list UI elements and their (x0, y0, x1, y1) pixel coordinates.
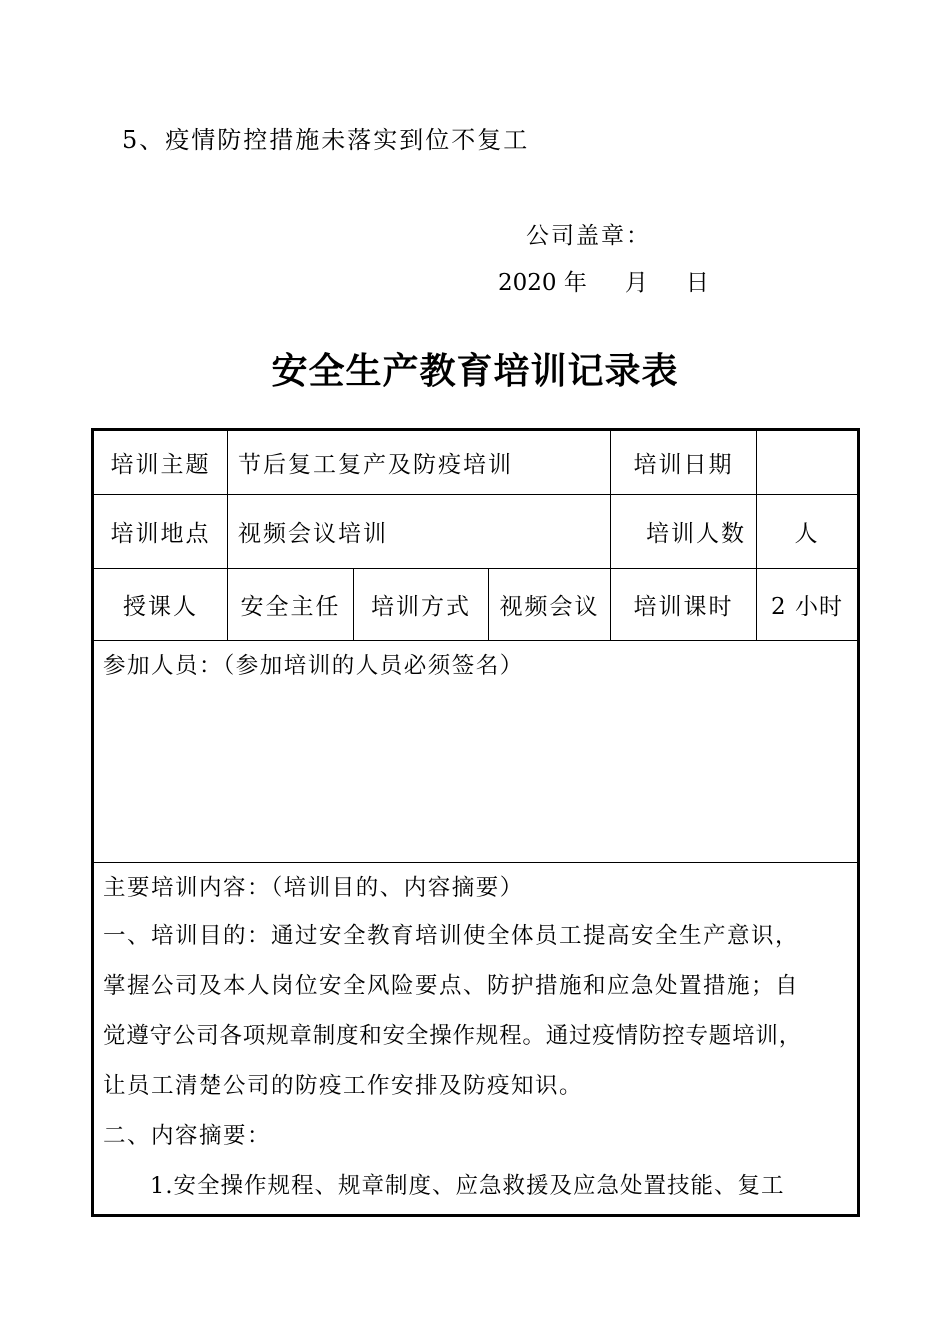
date-day: 日 (685, 270, 709, 296)
page-title: 安全生产教育培训记录表 (271, 351, 679, 392)
class-hours-value: 2 小时 (771, 594, 843, 620)
location-value: 视频会议培训 (238, 521, 388, 547)
location-label: 培训地点 (110, 521, 211, 547)
date-line (498, 264, 709, 297)
content-line: 觉遵守公司各项规章制度和安全操作规程。通过疫情防控专题培训， (103, 1023, 803, 1049)
content-line: 1.安全操作规程、规章制度、应急救援及应急处置技能、复工 (150, 1173, 785, 1199)
method-label: 培训方式 (371, 594, 471, 620)
content-line: 掌握公司及本人岗位安全风险要点、防护措施和应急处置措施；自 (103, 973, 800, 999)
content-header: 主要培训内容：（培训目的、内容摘要） (103, 875, 524, 901)
teacher-label: 授课人 (123, 594, 198, 620)
company-seal-label: 公司盖章： (526, 223, 651, 249)
participants-label: 参加人员：（参加培训的人员必须签名） (103, 653, 524, 679)
content-line: 一、培训目的：通过安全教育培训使全体员工提高安全生产意识， (103, 923, 800, 949)
method-value: 视频会议 (499, 594, 600, 620)
content-line: 让员工清楚公司的防疫工作安排及防疫知识。 (103, 1073, 584, 1099)
topic-value: 节后复工复产及防疫培训 (238, 452, 513, 478)
training-date-label: 培训日期 (633, 452, 734, 478)
teacher-value: 安全主任 (240, 594, 341, 620)
row-divider-3 (94, 640, 857, 641)
attendee-count-label: 培训人数 (646, 521, 746, 547)
item-5-text: 5、疫情防控措施未落实到位不复工 (122, 126, 530, 154)
date-month: 月 (624, 270, 648, 296)
date-year: 2020 年 (498, 270, 587, 296)
attendee-count-value: 人 (794, 521, 820, 547)
training-date-value (757, 431, 857, 494)
row-divider-4 (94, 862, 857, 863)
topic-label: 培训主题 (110, 452, 211, 478)
content-line: 二、内容摘要： (103, 1123, 272, 1149)
class-hours-label: 培训课时 (633, 594, 734, 620)
